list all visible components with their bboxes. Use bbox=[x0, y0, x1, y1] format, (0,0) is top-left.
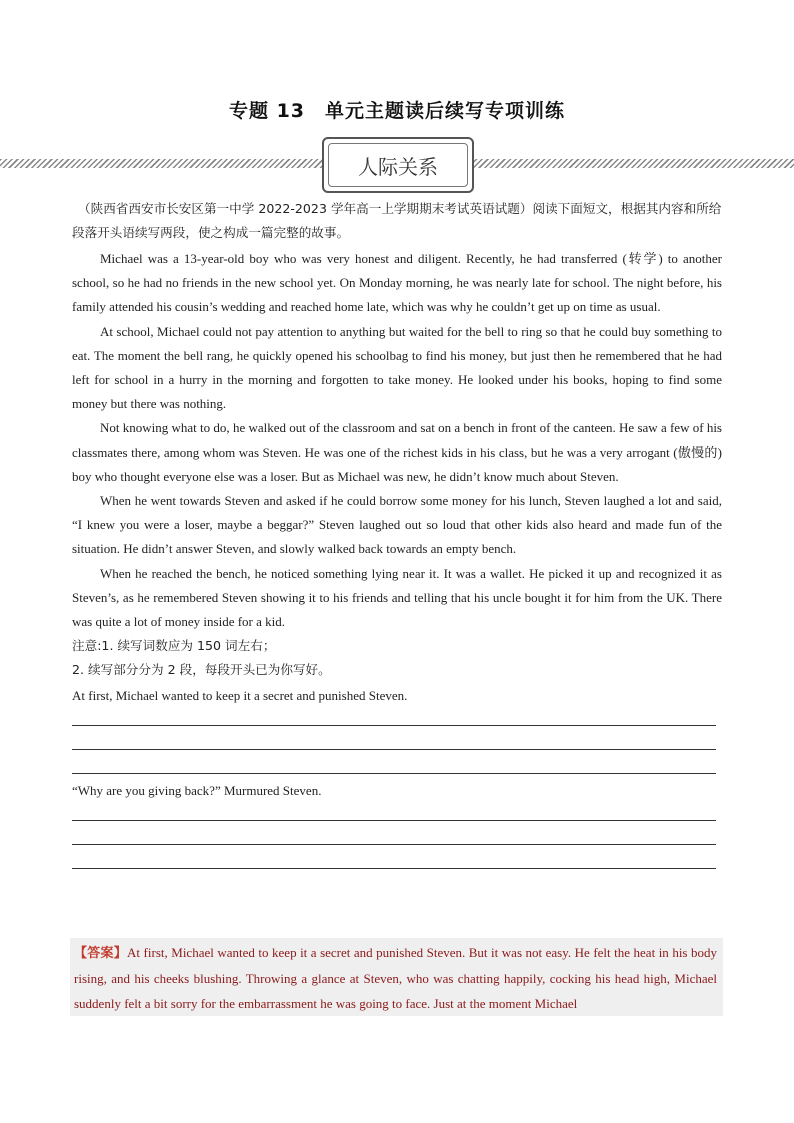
writing-line bbox=[72, 773, 716, 774]
paragraph-lead-1: At first, Michael wanted to keep it a secret and punished Steven. bbox=[72, 688, 408, 704]
document-body bbox=[72, 197, 722, 869]
answer-box bbox=[70, 938, 723, 1016]
story-paragraph-5: When he reached the bench, he noticed something lying near it. It was a wallet. He picked it up and recognized it as Steven’s, as he remembered Steven showing it to his friends and telling that his uncle bought it for him from the UK. There was quite a lot of money inside for a kid. bbox=[72, 565, 722, 630]
topic-badge bbox=[322, 137, 474, 193]
section-banner bbox=[0, 150, 794, 194]
banner-stripe-right bbox=[470, 159, 794, 168]
answer-text: At first, Michael wanted to keep it a secret and punished Steven. But it was not easy. He felt the heat in his body rising, and his cheeks blushing. Throwing a glance at Steven, who was chatting happily, cocking his head high, Michael suddenly felt a bit sorry for the embarrassment he was going to face. Just at the moment Michael bbox=[74, 945, 717, 1011]
story-paragraph-4: When he went towards Steven and asked if he could borrow some money for his lunch, Steven laughed a lot and said, “I knew you were a loser, maybe a beggar?” Steven laughed out so loud that other kids also heard and made fun of the situation. He didn’t answer Steven, and slowly walked back towards an empty bench. bbox=[72, 493, 722, 557]
writing-line bbox=[72, 868, 716, 869]
task-instructions: （陕西省西安市长安区第一中学 2022-2023 学年高一上学期期末考试英语试题）阅读下面短文，根据其内容和所给段落开头语续写两段，使之构成一篇完整的故事。 bbox=[72, 201, 722, 240]
page-title: 专题 13 单元主题读后续写专项训练 bbox=[228, 100, 566, 122]
answer-tag: 【答案】 bbox=[74, 946, 128, 961]
banner-stripe-left bbox=[0, 159, 326, 168]
story-paragraph-2: At school, Michael could not pay attention to anything but waited for the bell to ring so that he could buy something to eat. The moment the bell rang, he quickly opened his schoolbag to find his money, but just then he remembered that he had left for school in a hurry in the morning and forgotten to take money. He looked under his books, hoping to find some money but there was nothing. bbox=[72, 323, 722, 412]
note-2: 2. 续写部分分为 2 段，每段开头已为你写好。 bbox=[72, 662, 331, 678]
note-1: 注意:1. 续写词数应为 150 词左右； bbox=[72, 638, 276, 654]
topic-badge-label: 人际关系 bbox=[328, 143, 468, 187]
paragraph-lead-2: “Why are you giving back?” Murmured Steven. bbox=[72, 783, 322, 799]
answer-text-block bbox=[70, 938, 723, 1016]
story-paragraph-3: Not knowing what to do, he walked out of the classroom and sat on a bench in front of the canteen. He saw a few of his classmates there, among whom was Steven. He was one of the richest kids in his class, but he was a very arrogant (傲慢的) boy who thought everyone else was a loser. But as Michael was new, he didn’t know much about Steven. bbox=[72, 420, 722, 484]
story-paragraph-1: Michael was a 13-year-old boy who was very honest and diligent. Recently, he had transferred (转学) to another school, so he had no friends in the new school yet. On Monday morning, he was nearly late for school. The night before, his family attended his cousin’s wedding and reached home late, which was why he couldn’t get up on time as usual. bbox=[72, 251, 722, 315]
